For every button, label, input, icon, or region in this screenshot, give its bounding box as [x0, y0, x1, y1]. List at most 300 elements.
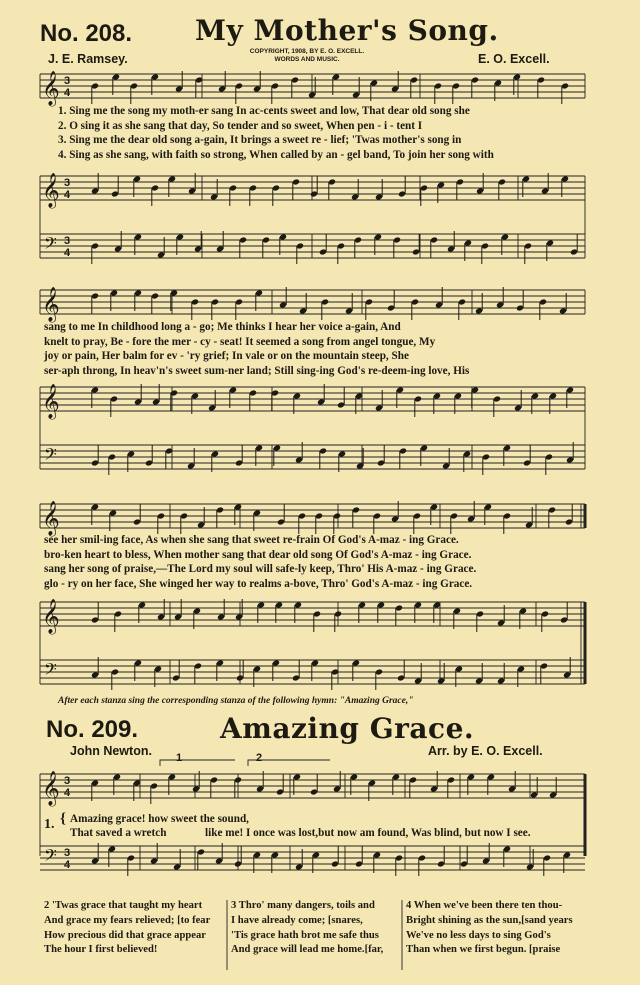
note-head — [279, 301, 287, 308]
note-head — [170, 289, 178, 296]
note-head — [239, 236, 247, 243]
stanza-line: I have already come; [snares, — [231, 914, 363, 926]
svg-text:𝄢: 𝄢 — [44, 444, 57, 468]
note-head — [134, 398, 142, 405]
copyright-line-2: WORDS AND MUSIC. — [274, 56, 340, 63]
note-head — [409, 776, 417, 783]
verse-line: joy or pain, Her balm for ev - 'ry grief; In vale or on the mountain steep, She — [44, 350, 409, 363]
stanza-2 — [44, 899, 210, 958]
note-head — [333, 785, 341, 792]
note-head — [91, 503, 99, 510]
note-head — [332, 73, 340, 80]
svg-text:𝄢: 𝄢 — [44, 659, 57, 683]
note-head — [373, 512, 381, 519]
note-head — [395, 854, 403, 861]
note-head — [334, 610, 342, 617]
svg-text:3: 3 — [64, 177, 71, 189]
hymn-208-title: My Mother's Song. — [195, 14, 499, 47]
note-head — [434, 82, 442, 89]
note-head — [463, 450, 471, 457]
note-head — [208, 404, 216, 411]
note-head — [482, 857, 490, 864]
note-head — [475, 307, 483, 314]
note-head — [525, 521, 533, 528]
note-head — [517, 665, 525, 672]
note-head — [471, 386, 479, 393]
verse-line: sang to me In childhood long a - go; Me thinks I hear her voice a-gain, And — [44, 321, 401, 333]
verse-line: 1. Sing me the song my moth-er sang In ac-cents sweet and low, That dear old song she — [58, 105, 470, 117]
hymn-208-number: No. 208. — [40, 20, 133, 47]
note-head — [377, 459, 385, 466]
note-head — [368, 779, 376, 786]
stanza-line: 4 When we've been there ten thou- — [406, 900, 563, 911]
copyright-notice — [232, 48, 382, 64]
note-head — [249, 184, 257, 191]
note-head — [392, 773, 400, 780]
svg-text:4: 4 — [64, 787, 71, 799]
note-head — [396, 386, 404, 393]
second-ending-label: 2 — [256, 752, 263, 764]
svg-text:3: 3 — [64, 235, 71, 247]
stanza-line: The hour I first believed! — [44, 944, 158, 956]
note-head — [91, 386, 99, 393]
stanza-line: Than when we first begun. [praise — [406, 944, 561, 956]
note-head — [494, 79, 502, 86]
note-head — [109, 509, 117, 516]
note-head — [437, 860, 445, 867]
note-head — [452, 82, 460, 89]
stanza-3 — [231, 899, 383, 958]
svg-text:3: 3 — [64, 847, 71, 859]
note-head — [272, 659, 280, 666]
verse-line: 3. Sing me the dear old song a-gain, It brings a sweet re - lief; 'Twas mother's song in — [58, 134, 462, 147]
svg-text:𝄞: 𝄞 — [42, 599, 60, 634]
note-head — [321, 298, 329, 305]
note-head — [414, 601, 422, 608]
verse-line: bro-ken heart to bless, When mother sang that dear old song Of God's A-maz - ing Grace. — [44, 548, 472, 561]
verse-1-number: 1. — [44, 817, 55, 832]
note-head — [493, 395, 501, 402]
note-head — [526, 863, 534, 870]
note-head — [456, 178, 464, 185]
verse-line: 2. O sing it as she sang that day, So tender and so sweet, When pen - i - tent I — [58, 119, 423, 132]
note-head — [543, 854, 551, 861]
note-head — [370, 79, 378, 86]
note-head — [337, 401, 345, 408]
verse-1-line-1: Amazing grace! how sweet the sound, — [70, 813, 249, 825]
note-head — [133, 518, 141, 525]
note-head — [311, 659, 319, 666]
note-head — [397, 674, 405, 681]
note-head — [234, 776, 242, 783]
note-head — [393, 236, 401, 243]
verse-line: ser-aph throng, In heav'n's sweet sum-ner land; Still sing-ing God's re-deem-ing love, His — [44, 364, 470, 377]
note-head — [180, 512, 188, 519]
note-head — [255, 289, 263, 296]
note-head — [430, 503, 438, 510]
note-head — [112, 73, 120, 80]
note-head — [188, 187, 196, 194]
note-head — [175, 85, 183, 92]
note-head — [192, 785, 200, 792]
note-head — [498, 178, 506, 185]
svg-text:𝄞: 𝄞 — [42, 771, 60, 806]
note-head — [545, 453, 553, 460]
note-head — [484, 503, 492, 510]
note-head — [91, 292, 99, 299]
note-head — [411, 298, 419, 305]
svg-text:𝄞: 𝄞 — [42, 173, 60, 208]
note-head — [295, 863, 303, 870]
note-head — [111, 668, 119, 675]
note-head — [481, 242, 489, 249]
note-head — [530, 791, 538, 798]
note-head — [548, 506, 556, 513]
note-head — [412, 248, 420, 255]
note-head — [191, 298, 199, 305]
note-head — [134, 289, 142, 296]
svg-text:4: 4 — [64, 247, 71, 259]
note-head — [458, 298, 466, 305]
note-head — [374, 233, 382, 240]
note-head — [91, 187, 99, 194]
note-head — [541, 610, 549, 617]
note-head — [229, 386, 237, 393]
stanza-line: Bright shining as the sun,[sand years — [406, 914, 573, 926]
note-head — [503, 845, 511, 852]
note-head — [262, 236, 270, 243]
note-head — [435, 301, 443, 308]
note-head — [563, 671, 571, 678]
note-head — [549, 791, 557, 798]
note-head — [351, 193, 359, 200]
note-head — [496, 301, 504, 308]
note-head — [317, 398, 325, 405]
note-head — [501, 233, 509, 240]
note-head — [253, 665, 261, 672]
hymn-209-title: Amazing Grace. — [220, 712, 475, 745]
note-head — [337, 242, 345, 249]
note-head — [234, 860, 242, 867]
note-head — [514, 404, 522, 411]
note-head — [210, 776, 218, 783]
svg-text:𝄢: 𝄢 — [44, 233, 57, 257]
note-head — [503, 512, 511, 519]
note-head — [355, 860, 363, 867]
note-head — [566, 386, 574, 393]
note-head — [294, 601, 302, 608]
verse-line: 4. Sing as she sang, with faith so strong, When called by an - gel band, To join her song with — [58, 148, 494, 161]
composer-credit: E. O. Excell. — [478, 52, 550, 66]
svg-text:4: 4 — [64, 189, 71, 201]
note-head — [437, 677, 445, 684]
note-head — [91, 242, 99, 249]
note-head — [218, 85, 226, 92]
note-head — [211, 450, 219, 457]
verse-1-line-3: like me! I once was lost,but now am found, Was blind, but now I see. — [205, 827, 531, 839]
note-head — [563, 851, 571, 858]
hymn-209-lyricist: John Newton. — [70, 744, 152, 758]
note-head — [442, 462, 450, 469]
note-head — [91, 459, 99, 466]
note-head — [91, 857, 99, 864]
note-head — [271, 851, 279, 858]
note-head — [331, 668, 339, 675]
note-head — [516, 304, 524, 311]
note-head — [191, 392, 199, 399]
note-head — [235, 82, 243, 89]
note-head — [194, 662, 202, 669]
note-head — [229, 184, 237, 191]
note-head — [168, 773, 176, 780]
note-head — [253, 85, 261, 92]
verse-brace: { — [60, 811, 66, 827]
note-head — [482, 453, 490, 460]
note-head — [312, 851, 320, 858]
note-head — [216, 245, 224, 252]
note-head — [157, 512, 165, 519]
note-head — [235, 298, 243, 305]
note-head — [373, 851, 381, 858]
note-head — [273, 444, 281, 451]
svg-text:𝄢: 𝄢 — [44, 845, 57, 869]
note-head — [91, 82, 99, 89]
stanza-line: We've no less days to sing God's — [406, 929, 551, 941]
note-head — [497, 619, 505, 626]
note-head — [313, 610, 321, 617]
svg-text:𝄞: 𝄞 — [42, 501, 60, 536]
note-head — [338, 450, 346, 457]
note-head — [108, 453, 116, 460]
note-head — [508, 785, 516, 792]
note-head — [549, 392, 557, 399]
note-head — [91, 616, 99, 623]
note-head — [276, 788, 284, 795]
note-head — [467, 773, 475, 780]
note-head — [310, 788, 318, 795]
note-head — [193, 607, 201, 614]
note-head — [561, 175, 569, 182]
note-head — [375, 193, 383, 200]
note-head — [298, 512, 306, 519]
first-ending-label: 1 — [176, 752, 183, 764]
note-head — [296, 242, 304, 249]
note-head — [519, 607, 527, 614]
hymn-209-number: No. 209. — [46, 716, 139, 743]
note-head — [187, 462, 195, 469]
note-head — [271, 82, 279, 89]
note-head — [467, 515, 475, 522]
note-head — [333, 512, 341, 519]
note-head — [437, 181, 445, 188]
note-head — [399, 447, 407, 454]
note-head — [561, 82, 569, 89]
note-head — [328, 178, 336, 185]
note-head — [211, 298, 219, 305]
note-head — [414, 395, 422, 402]
note-head — [292, 674, 300, 681]
note-head — [540, 662, 548, 669]
note-head — [319, 447, 327, 454]
note-head — [398, 190, 406, 197]
note-head — [522, 175, 530, 182]
note-head — [375, 668, 383, 675]
note-head — [365, 298, 373, 305]
svg-text:3: 3 — [64, 75, 71, 87]
note-head — [475, 677, 483, 684]
note-head — [133, 175, 141, 182]
note-head — [152, 398, 160, 405]
note-head — [450, 512, 458, 519]
note-head — [387, 304, 395, 311]
note-head — [151, 73, 159, 80]
note-head — [293, 392, 301, 399]
note-head — [430, 236, 438, 243]
note-head — [216, 659, 224, 666]
note-head — [391, 515, 399, 522]
note-head — [433, 392, 441, 399]
note-head — [413, 512, 421, 519]
note-head — [319, 248, 327, 255]
note-head — [537, 76, 545, 83]
note-head — [310, 190, 318, 197]
note-head — [275, 601, 283, 608]
note-head — [91, 671, 99, 678]
note-head — [377, 601, 385, 608]
note-head — [471, 76, 479, 83]
note-head — [497, 677, 505, 684]
note-head — [255, 444, 263, 451]
note-head — [173, 863, 181, 870]
note-head — [151, 292, 159, 299]
note-head — [127, 450, 135, 457]
stanza-line: And grace will lead me home.[far, — [231, 944, 384, 956]
note-head — [253, 851, 261, 858]
copyright-line: COPYRIGHT, 1908, BY E. O. EXCELL. — [249, 48, 365, 55]
note-head — [546, 239, 554, 246]
note-head — [455, 665, 463, 672]
stanza-line: 2 'Twas grace that taught my heart — [44, 900, 203, 911]
note-head — [503, 444, 511, 451]
note-head — [127, 854, 135, 861]
note-head — [299, 307, 307, 314]
note-head — [293, 773, 301, 780]
svg-text:4: 4 — [64, 87, 71, 99]
note-head — [174, 613, 182, 620]
stanza-line: And grace my fears relieved; [to fear — [44, 914, 211, 926]
note-head — [350, 773, 358, 780]
note-head — [352, 91, 360, 98]
note-head — [295, 456, 303, 463]
note-head — [331, 860, 339, 867]
note-head — [176, 233, 184, 240]
system-2-lyrics — [44, 320, 469, 378]
note-head — [277, 518, 285, 525]
note-head — [154, 665, 162, 672]
svg-text:4: 4 — [64, 859, 71, 871]
note-head — [170, 389, 178, 396]
note-head — [354, 236, 362, 243]
note-head — [114, 610, 122, 617]
note-head — [256, 785, 264, 792]
svg-text:𝄞: 𝄞 — [42, 287, 60, 322]
system-1-lyrics — [58, 104, 494, 162]
note-head — [460, 860, 468, 867]
note-head — [391, 85, 399, 92]
note-head — [108, 845, 116, 852]
note-head — [150, 857, 158, 864]
stanza-4 — [406, 899, 573, 958]
note-head — [215, 857, 223, 864]
note-head — [454, 392, 462, 399]
verse-line: knelt to pray, Be - fore the mer - cy - seat! It seemed a song from angel tongue, My — [44, 335, 436, 348]
note-head — [447, 245, 455, 252]
note-head — [138, 601, 146, 608]
note-head — [133, 779, 141, 786]
note-head — [352, 659, 360, 666]
note-head — [217, 613, 225, 620]
stanza-line: 'Tis grace hath brot me safe thus — [231, 929, 379, 941]
note-head — [375, 404, 383, 411]
note-head — [272, 184, 280, 191]
stanza-line: 3 Thro' many dangers, toils and — [231, 900, 375, 911]
note-head — [165, 447, 173, 454]
hymn-209-arranger: Arr. by E. O. Excell. — [428, 744, 543, 758]
note-head — [195, 76, 203, 83]
note-head — [279, 233, 287, 240]
note-head — [358, 601, 366, 608]
note-head — [291, 76, 299, 83]
verse-line: glo - ry on her face, She winged her way to realms a-bove, Thro' God's A-maz - ing Grace. — [44, 577, 473, 590]
note-head — [355, 392, 363, 399]
note-head — [418, 854, 426, 861]
note-head — [464, 239, 472, 246]
note-head — [110, 289, 118, 296]
note-head — [197, 848, 205, 855]
system-3-lyrics — [44, 533, 476, 591]
note-head — [315, 512, 323, 519]
note-head — [308, 91, 316, 98]
note-head — [410, 76, 418, 83]
note-head — [345, 307, 353, 314]
note-head — [523, 459, 531, 466]
note-head — [570, 248, 578, 255]
note-head — [433, 601, 441, 608]
verse-line: see her smil-ing face, As when she sang that sweet re-frain Of God's A-maz - ing Grace. — [44, 534, 459, 546]
note-head — [249, 389, 257, 396]
note-head — [476, 610, 484, 617]
note-head — [110, 395, 118, 402]
note-head — [487, 773, 495, 780]
note-head — [420, 184, 428, 191]
note-head — [476, 187, 484, 194]
note-head — [257, 601, 265, 608]
note-head — [420, 444, 428, 451]
note-head — [531, 392, 539, 399]
svg-text:𝄞: 𝄞 — [42, 384, 60, 419]
performance-instruction: After each stanza sing the corresponding stanza of the following hymn: "Amazing Grace," — [58, 696, 414, 706]
note-head — [352, 506, 360, 513]
svg-text:𝄞: 𝄞 — [42, 71, 60, 106]
svg-text:3: 3 — [64, 775, 71, 787]
lyricist-credit: J. E. Ramsey. — [48, 52, 128, 66]
note-head — [168, 175, 176, 182]
note-head — [150, 782, 158, 789]
note-head — [356, 462, 364, 469]
note-head — [539, 298, 547, 305]
note-head — [134, 659, 142, 666]
note-head — [172, 674, 180, 681]
